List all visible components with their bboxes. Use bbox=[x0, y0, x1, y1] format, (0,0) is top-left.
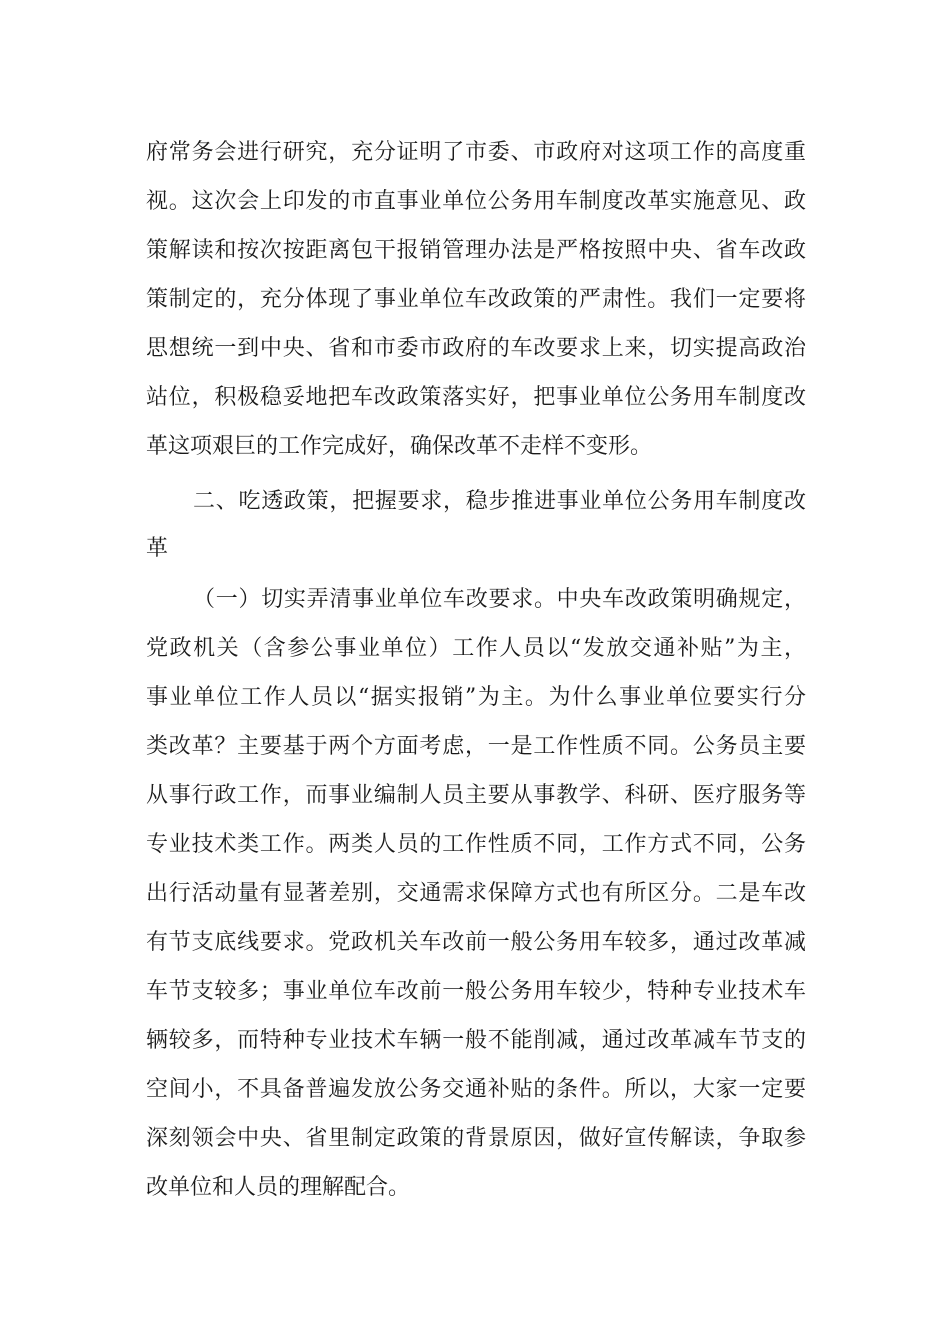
paragraph-line: 站位，积极稳妥地把车改政策落实好，把事业单位公务用车制度改 bbox=[146, 385, 806, 410]
paragraph-line: 出行活动量有显著差别，交通需求保障方式也有所区分。二是车改 bbox=[146, 881, 806, 906]
paragraph-line: 府常务会进行研究，充分证明了市委、市政府对这项工作的高度重 bbox=[146, 140, 806, 165]
paragraph-line: 视。这次会上印发的市直事业单位公务用车制度改革实施意见、政 bbox=[146, 189, 806, 214]
paragraph-line: 类改革？主要基于两个方面考虑，一是工作性质不同。公务员主要 bbox=[146, 734, 806, 759]
paragraph-line: 策解读和按次按距离包干报销管理办法是严格按照中央、省车改政 bbox=[146, 238, 806, 263]
paragraph-line: （一）切实弄清事业单位车改要求。中央车改政策明确规定， bbox=[193, 587, 806, 612]
paragraph-line: 改单位和人员的理解配合。 bbox=[146, 1175, 411, 1200]
paragraph-line: 车节支较多；事业单位车改前一般公务用车较少，特种专业技术车 bbox=[146, 979, 806, 1004]
paragraph-line: 从事行政工作，而事业编制人员主要从事教学、科研、医疗服务等 bbox=[146, 783, 806, 808]
paragraph-line: 空间小，不具备普遍发放公务交通补贴的条件。所以，大家一定要 bbox=[146, 1077, 806, 1102]
paragraph-line: 党政机关（含参公事业单位）工作人员以“发放交通补贴”为主， bbox=[146, 636, 806, 661]
paragraph-line: 事业单位工作人员以“据实报销”为主。为什么事业单位要实行分 bbox=[146, 685, 806, 710]
paragraph-line: 有节支底线要求。党政机关车改前一般公务用车较多，通过改革减 bbox=[146, 930, 806, 955]
paragraph-line: 思想统一到中央、省和市委市政府的车改要求上来，切实提高政治 bbox=[146, 336, 806, 361]
section-heading: 二、吃透政策，把握要求，稳步推进事业单位公务用车制度改 bbox=[193, 489, 806, 514]
paragraph-line: 专业技术类工作。两类人员的工作性质不同，工作方式不同，公务 bbox=[146, 832, 806, 857]
section-heading: 革 bbox=[146, 536, 169, 561]
paragraph-line: 革这项艰巨的工作完成好，确保改革不走样不变形。 bbox=[146, 434, 653, 459]
paragraph-line: 辆较多，而特种专业技术车辆一般不能削减，通过改革减车节支的 bbox=[146, 1028, 806, 1053]
paragraph-line: 策制定的，充分体现了事业单位车改政策的严肃性。我们一定要将 bbox=[146, 287, 806, 312]
paragraph-line: 深刻领会中央、省里制定政策的背景原因，做好宣传解读，争取参 bbox=[146, 1126, 806, 1151]
